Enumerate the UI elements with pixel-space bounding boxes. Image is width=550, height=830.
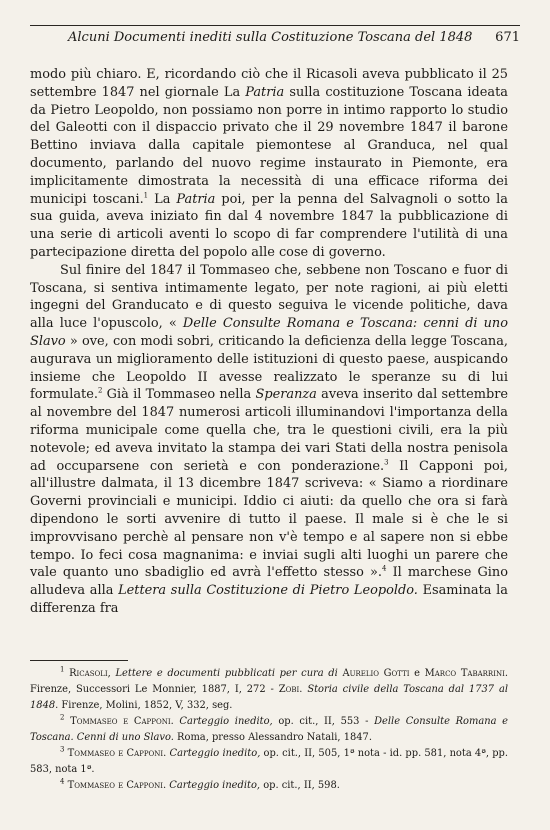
footnote-marker: 2 bbox=[97, 387, 103, 396]
text-run: op. cit., II, 553 - bbox=[272, 716, 375, 727]
italic-text: Carteggio inedito, bbox=[169, 780, 261, 791]
footnote-1 bbox=[30, 666, 508, 714]
italic-text: Storia civile della Toscana dal 1737 al 1848. bbox=[30, 684, 509, 711]
italic-text: Patria bbox=[245, 84, 285, 100]
footnote-marker: 1 bbox=[60, 665, 65, 674]
footnote-marker: 1 bbox=[143, 191, 149, 200]
paragraph-2 bbox=[30, 262, 508, 618]
running-title: Alcuni Documenti inediti sulla Costituzione Toscana del 1848 bbox=[68, 30, 473, 45]
text-run: modo più chiaro. E, ricordando ciò che il Ricasoli aveva pubblicato il 25 settembre 1847 nel giornale La bbox=[30, 67, 508, 100]
text-run: Firenze, Successori Le Monnier, 1887, I, 272 - bbox=[30, 684, 279, 695]
paragraph-1 bbox=[30, 66, 508, 262]
footnote-2 bbox=[30, 714, 508, 746]
footnote-marker: 4 bbox=[60, 777, 65, 786]
text-run: poi, per la penna del Salvagnoli o sotto la sua guida, aveva iniziato fin dal 4 novembre 1847 la pubblicazione di una serie di articoli aventi lo scopo di far comprendere l'utilità di una partecipazione diretta del popolo alle cose di governo. bbox=[30, 191, 508, 260]
text-run: Il marchese Gino alludeva alla bbox=[30, 565, 508, 599]
text-run: » ove, con modi sobri, criticando la deficienza della legge Toscana, augurava un miglioramento delle istituzioni di questo paese, auspicando insieme che Leopoldo II avesse realizzato le speranze su di lui formulate. bbox=[30, 333, 508, 403]
author-name: Tommaseo e Capponi. bbox=[67, 780, 167, 791]
text-run: Il Capponi poi, all'illustre dalmata, il 13 dicembre 1847 scriveva: « Siamo a riordinare Governi provinciali e municipi. Iddio ci aiuti: da quello che ora si farà dipendono le sorti avvenire di tutto il paese. Il male si è che le si improvvisano perchè al pensare non v'è tempo e al sapere non si ebbe tempo. Io feci cosa magnanima: e inviai sugli alti luoghi un parere che vale quanto uno sbadiglio ed avrà l'effetto stesso ». bbox=[30, 458, 508, 581]
italic-text: Delle Consulte Romana e Toscana: cenni di uno Slavo bbox=[30, 316, 508, 349]
text-run: op. cit., II, 598. bbox=[260, 780, 340, 791]
text-run: Già il Tommaseo nella bbox=[102, 387, 256, 403]
text-run: Sul finire del 1847 il Tommaseo che, sebbene non Toscano e fuor di Toscana, si sentiva intimamente legato, per note ragioni, ai più eletti ingegni del Granducato e di questo seguiva le vicende politiche, dava alla luce l'opuscolo, « bbox=[30, 262, 508, 332]
text-run: aveva inserito dal settembre al novembre del 1847 numerosi articoli illuminandovi l'importanza della riforma municipale come quella che, tra le questioni civili, era la più notevole; ed aveva invitato la stampa dei vari Stati della nostra penisola ad occuparsene con serietà e con ponderazione. bbox=[30, 387, 508, 474]
italic-text: Delle Consulte Romana e Toscana. Cenni di uno Slavo. bbox=[30, 716, 509, 743]
footnote-3 bbox=[30, 746, 508, 778]
author-name: Aurelio Gotti bbox=[342, 668, 410, 679]
italic-text: Lettere e documenti pubblicati per cura di bbox=[115, 668, 338, 679]
italic-text: Speranza bbox=[255, 387, 317, 403]
text-run: Firenze, Molini, 1852, V, 332, seg. bbox=[58, 700, 233, 711]
author-name: Marco Tabarrini. bbox=[424, 668, 508, 679]
page-number: 671 bbox=[495, 30, 520, 45]
text-run: e bbox=[409, 668, 425, 679]
author-name: Ricasoli, bbox=[69, 668, 111, 679]
header-rule bbox=[30, 25, 520, 26]
footnote-marker: 3 bbox=[60, 745, 65, 754]
footnote-4 bbox=[30, 778, 508, 794]
footnote-marker: 4 bbox=[382, 565, 387, 574]
footnote-marker: 2 bbox=[60, 713, 65, 722]
italic-text: Lettera sulla Costituzione di Pietro Leopoldo. bbox=[118, 583, 418, 599]
main-text bbox=[30, 66, 508, 618]
text-run: La bbox=[148, 191, 177, 207]
italic-text: Carteggio inedito, bbox=[179, 716, 273, 727]
footnotes bbox=[30, 666, 508, 794]
footnote-rule bbox=[30, 660, 128, 661]
italic-text: Patria bbox=[176, 191, 216, 207]
author-name: Zobi. bbox=[278, 684, 303, 695]
running-header bbox=[30, 30, 520, 48]
footnote-marker: 3 bbox=[384, 458, 389, 467]
text-run: Roma, presso Alessandro Natali, 1847. bbox=[173, 732, 372, 743]
author-name: Tommaseo e Capponi. bbox=[70, 716, 174, 727]
text-run: Esaminata la differenza fra bbox=[30, 583, 508, 616]
text-run: sulla costituzione Toscana ideata da Pietro Leopoldo, non possiamo non porre in intimo rapporto lo studio del Galeotti con il dispaccio privato che il 29 novembre 1847 il barone Bettino inviava dalla capitale piemontese al Granduca, nel qual documento, parlando del nuovo regime instaurato in Piemonte, era implicitamente dimostrata la necessità di una efficace riforma dei municipi toscani. bbox=[30, 84, 508, 207]
italic-text: Carteggio inedito, bbox=[169, 748, 261, 759]
text-run: op. cit., II, 505, 1ª nota - id. pp. 581, nota 4ª, pp. 583, nota 1ª. bbox=[30, 748, 509, 775]
author-name: Tommaseo e Capponi. bbox=[67, 748, 167, 759]
